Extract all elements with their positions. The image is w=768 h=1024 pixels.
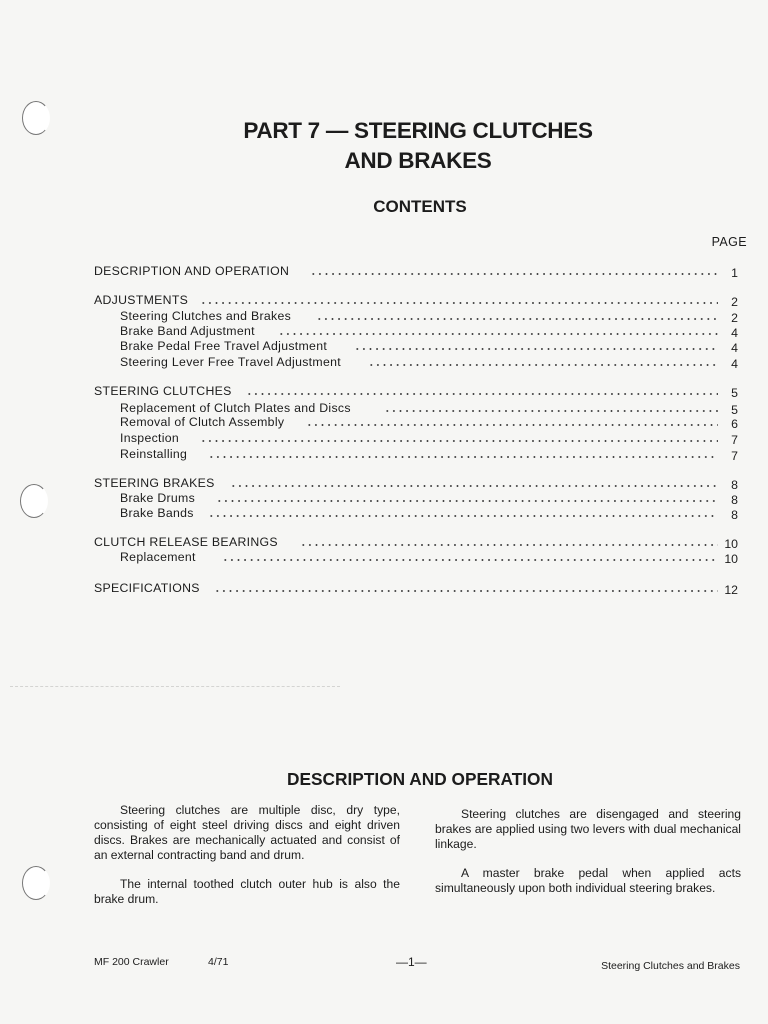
toc-row-removal-of-clutch-assembly[interactable] (0, 414, 768, 430)
toc-row-brake-drums[interactable] (0, 490, 768, 506)
toc-leader (300, 536, 718, 546)
toc-page-number: 8 (731, 493, 738, 507)
toc-leader (230, 477, 718, 487)
toc-row-brake-band-adjustment[interactable] (0, 323, 768, 339)
toc-page-number: 4 (731, 326, 738, 340)
faint-scan-line (10, 686, 340, 687)
toc-page-number: 4 (731, 341, 738, 355)
body-column-right (435, 807, 741, 910)
toc-label: Reinstalling (120, 447, 188, 461)
toc-row-steering-clutches-and-brakes[interactable] (0, 308, 768, 324)
toc-label: STEERING CLUTCHES (94, 384, 232, 398)
binder-hole-bottom (22, 866, 50, 900)
toc-leader (384, 402, 718, 412)
toc-leader (368, 356, 718, 366)
toc-row-brake-pedal-free-travel-adjustment[interactable] (0, 338, 768, 354)
page-title (0, 116, 768, 176)
toc-label: Replacement (120, 550, 196, 564)
section-heading: DESCRIPTION AND OPERATION (287, 769, 553, 789)
toc-label: ADJUSTMENTS (94, 293, 189, 307)
toc-label: Brake Bands (120, 506, 194, 520)
body-paragraph: The internal toothed clutch outer hub is also the brake drum. (94, 877, 400, 906)
toc-page-number: 5 (731, 403, 738, 417)
toc-label: DESCRIPTION AND OPERATION (94, 264, 290, 278)
toc-page-number: 12 (724, 583, 738, 597)
footer-model: MF 200 Crawler (94, 956, 169, 968)
toc-label: Steering Clutches and Brakes (120, 309, 292, 323)
body-column-left (94, 803, 400, 921)
toc-page-number: 10 (724, 537, 738, 551)
toc-label: CLUTCH RELEASE BEARINGS (94, 535, 278, 549)
toc-page-number: 8 (731, 508, 738, 522)
toc-row-steering-clutches[interactable] (0, 383, 768, 399)
toc-leader (278, 325, 718, 335)
footer-section-title: Steering Clutches and Brakes (601, 960, 740, 972)
toc-row-clutch-release-bearings[interactable] (0, 534, 768, 550)
toc-row-specifications[interactable] (0, 580, 768, 596)
contents-heading: CONTENTS (373, 197, 467, 216)
toc-leader (246, 385, 718, 395)
toc-leader (208, 507, 718, 517)
body-paragraph: Steering clutches are disengaged and steering brakes are applied using two levers with dual mechanical linkage. (435, 807, 741, 851)
toc-page-number: 5 (731, 386, 738, 400)
toc-label: Brake Drums (120, 491, 196, 505)
toc-label: SPECIFICATIONS (94, 581, 200, 595)
body-paragraph: A master brake pedal when applied acts simultaneously upon both individual steering brakes. (435, 866, 741, 895)
toc-label: Brake Pedal Free Travel Adjustment (120, 339, 328, 353)
toc-page-number: 4 (731, 357, 738, 371)
toc-page-number: 7 (731, 449, 738, 463)
toc-page-number: 1 (731, 266, 738, 280)
toc-leader (200, 432, 718, 442)
toc-label: Brake Band Adjustment (120, 324, 255, 338)
toc-leader (316, 310, 718, 320)
toc-page-number: 6 (731, 417, 738, 431)
toc-label: Steering Lever Free Travel Adjustment (120, 355, 341, 369)
page-title-line-1: PART 7 — STEERING CLUTCHES (243, 118, 593, 143)
toc-row-steering-lever-free-travel-adjustment[interactable] (0, 354, 768, 370)
toc-leader (214, 582, 718, 592)
toc-page-number: 2 (731, 295, 738, 309)
toc-row-brake-bands[interactable] (0, 505, 768, 521)
toc-row-steering-brakes[interactable] (0, 475, 768, 491)
toc-page-number: 7 (731, 433, 738, 447)
toc-label: Removal of Clutch Assembly (120, 415, 285, 429)
toc-leader (200, 294, 718, 304)
toc-label: Inspection (120, 431, 180, 445)
toc-leader (222, 551, 718, 561)
toc-page-number: 8 (731, 478, 738, 492)
toc-label: Replacement of Clutch Plates and Discs (120, 401, 351, 415)
toc-leader (310, 265, 718, 275)
toc-label: STEERING BRAKES (94, 476, 215, 490)
toc-leader (306, 416, 718, 426)
footer-page-number: —1— (396, 955, 427, 969)
toc-row-inspection[interactable] (0, 430, 768, 446)
toc-leader (216, 492, 718, 502)
toc-leader (354, 340, 718, 350)
toc-row-replacement[interactable] (0, 549, 768, 565)
toc-page-number: 2 (731, 311, 738, 325)
toc-row-reinstalling[interactable] (0, 446, 768, 462)
toc-row-description-and-operation[interactable] (0, 263, 768, 279)
toc-page-number: 10 (724, 552, 738, 566)
body-paragraph: Steering clutches are multiple disc, dry type, consisting of eight steel driving discs and eight driven discs. Brakes are mechanically actuated and consist of an external contracting band and drum. (94, 803, 400, 862)
page-title-line-2: AND BRAKES (344, 148, 492, 173)
footer-date: 4/71 (208, 956, 229, 968)
page-column-label: PAGE (711, 235, 747, 249)
toc-leader (208, 448, 718, 458)
toc-row-adjustments[interactable] (0, 292, 768, 308)
